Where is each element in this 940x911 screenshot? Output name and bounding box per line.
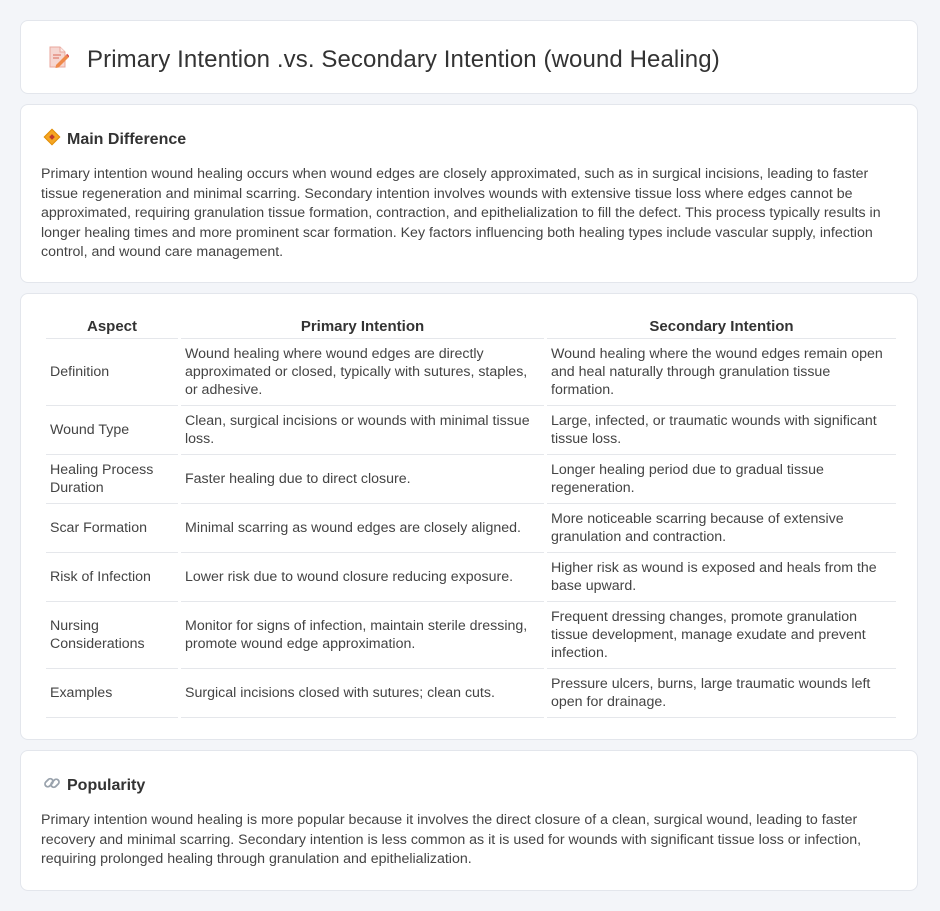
page-title: Primary Intention .vs. Secondary Intention (wound Healing) xyxy=(87,45,720,73)
table-cell: Surgical incisions closed with sutures; clean cuts. xyxy=(181,669,544,718)
table-row xyxy=(46,553,896,602)
popularity-heading: Popularity xyxy=(67,776,146,794)
column-header: Secondary Intention xyxy=(547,316,896,339)
table-cell: Wound Type xyxy=(46,406,178,455)
popularity-text: Primary intention wound healing is more popular because it involves the direct closure of a clean, surgical wound, leading to faster recovery and minimal scarring. Secondary intention is less common as it is used for wounds with significant tissue loss or infection, requiring prolonged healing through granulation and epithelialization. xyxy=(41,812,862,868)
table-cell: Higher risk as wound is exposed and heals from the base upward. xyxy=(547,553,896,602)
table-header-row xyxy=(46,316,896,339)
comparison-section xyxy=(20,293,918,740)
table-cell: Longer healing period due to gradual tissue regeneration. xyxy=(547,455,896,504)
table-cell: Wound healing where the wound edges remain open and heal naturally through granulation tissue formation. xyxy=(547,339,896,406)
popularity-section xyxy=(20,750,918,891)
table-row xyxy=(46,669,896,718)
table-row xyxy=(46,602,896,669)
table-cell: Large, infected, or traumatic wounds with significant tissue loss. xyxy=(547,406,896,455)
comparison-table xyxy=(43,316,899,718)
table-cell: Scar Formation xyxy=(46,504,178,553)
table-cell: Minimal scarring as wound edges are closely aligned. xyxy=(181,504,544,553)
main-difference-section xyxy=(20,104,918,283)
table-cell: Healing Process Duration xyxy=(46,455,178,504)
table-cell: Pressure ulcers, burns, large traumatic wounds left open for drainage. xyxy=(547,669,896,718)
document-edit-icon xyxy=(47,45,69,74)
table-row xyxy=(46,504,896,553)
table-cell: Monitor for signs of infection, maintain sterile dressing, promote wound edge approximation. xyxy=(181,602,544,669)
link-icon xyxy=(43,774,61,797)
table-cell: More noticeable scarring because of extensive granulation and contraction. xyxy=(547,504,896,553)
column-header: Primary Intention xyxy=(181,316,544,339)
table-row xyxy=(46,455,896,504)
table-cell: Lower risk due to wound closure reducing exposure. xyxy=(181,553,544,602)
table-row xyxy=(46,406,896,455)
table-cell: Clean, surgical incisions or wounds with minimal tissue loss. xyxy=(181,406,544,455)
main-difference-text: Primary intention wound healing occurs when wound edges are closely approximated, such as in surgical incisions, leading to faster tissue regeneration and minimal scarring. Secondary intention involves wounds with extensive tissue loss where edges cannot be approximated, requiring granulation tissue formation, contraction, and epithelialization to fill the defect. This process typically results in longer healing times and more prominent scar formation. Key factors influencing both healing types include vascular supply, infection control, and wound care management. xyxy=(41,166,881,261)
table-cell: Nursing Considerations xyxy=(46,602,178,669)
main-difference-heading: Main Difference xyxy=(67,130,187,148)
table-cell: Examples xyxy=(46,669,178,718)
table-cell: Faster healing due to direct closure. xyxy=(181,455,544,504)
table-row xyxy=(46,339,896,406)
title-card xyxy=(20,20,918,94)
table-cell: Risk of Infection xyxy=(46,553,178,602)
table-cell: Wound healing where wound edges are directly approximated or closed, typically with sutures, staples, or adhesive. xyxy=(181,339,544,406)
table-cell: Frequent dressing changes, promote granulation tissue development, manage exudate and prevent infection. xyxy=(547,602,896,669)
table-cell: Definition xyxy=(46,339,178,406)
column-header: Aspect xyxy=(46,316,178,339)
diamond-icon xyxy=(43,128,61,151)
